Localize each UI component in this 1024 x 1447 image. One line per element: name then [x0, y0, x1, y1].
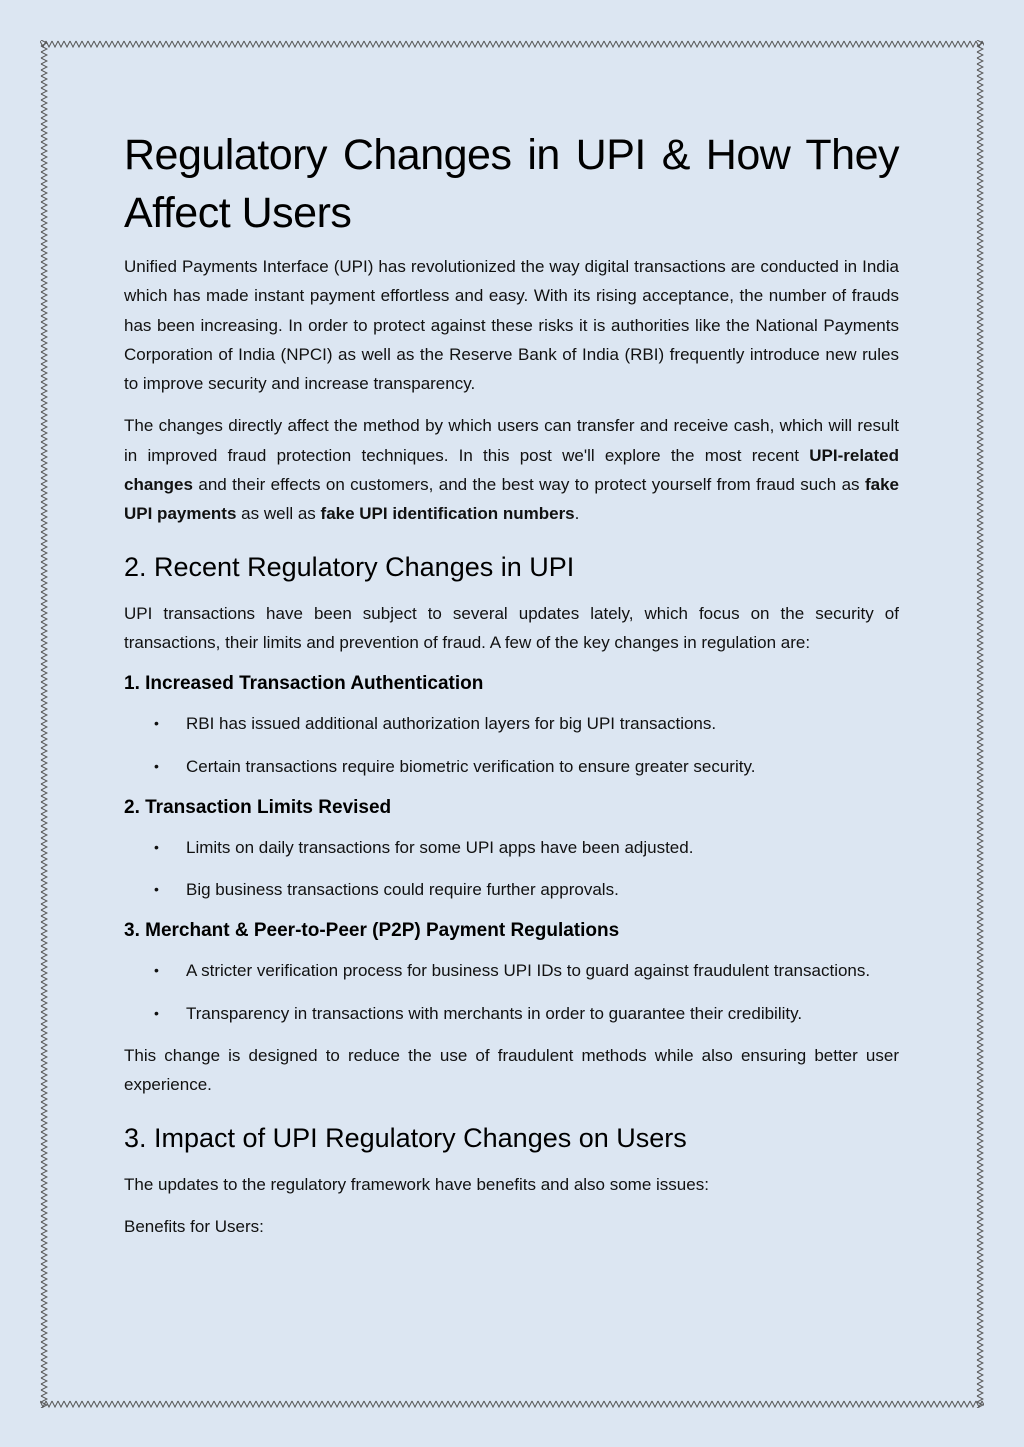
- section-3-heading: 3. Impact of UPI Regulatory Changes on Users: [124, 1122, 687, 1153]
- list-item-text: A stricter verification process for business UPI IDs to guard against fraudulent transactions.: [186, 961, 871, 981]
- bold-upi-related-changes: UPI-related changes: [124, 445, 899, 495]
- page-title: Regulatory Changes in UPI & How They Affect Users: [124, 131, 899, 237]
- bold-fake-upi-ids: fake UPI identification numbers: [320, 504, 575, 524]
- text-run: .: [574, 504, 580, 524]
- bold-fake-upi-payments: fake UPI payments: [124, 475, 899, 524]
- bullet-icon: •: [154, 962, 159, 979]
- subsection-3-heading: 3. Merchant & Peer-to-Peer (P2P) Payment Regulations: [124, 920, 620, 942]
- list-item: [124, 709, 899, 738]
- subsection-1-list: [124, 709, 899, 781]
- benefits-label: Benefits for Users:: [124, 1216, 264, 1236]
- list-item: [124, 999, 899, 1028]
- subsection-3-list: [124, 956, 899, 1028]
- text-run: The changes directly affect the method by which users can transfer and receive cash, which will result in improved fraud protection techniques. In this post we'll explore the most recent: [124, 416, 899, 465]
- text-run: as well as: [236, 504, 321, 524]
- list-item-text: Big business transactions could require further approvals.: [186, 880, 619, 900]
- section-2-heading: 2. Recent Regulatory Changes in UPI: [124, 551, 575, 582]
- subsection-2-list: [124, 833, 899, 905]
- list-item: [124, 875, 899, 904]
- list-item-text: Limits on daily transactions for some UPI apps have been adjusted.: [186, 837, 694, 857]
- list-item: [124, 752, 899, 781]
- text-run: and their effects on customers, and the best way to protect yourself from fraud such as: [192, 475, 865, 495]
- intro-paragraph-2: [124, 411, 899, 528]
- list-item-text: Certain transactions require biometric verification to ensure greater security.: [186, 756, 756, 776]
- bullet-icon: •: [154, 1004, 159, 1021]
- section-2-closing: This change is designed to reduce the use of fraudulent methods while also ensuring better user experience.: [124, 1046, 899, 1095]
- bullet-icon: •: [154, 757, 159, 774]
- list-item: [124, 833, 899, 862]
- subsection-1-heading: 1. Increased Transaction Authentication: [124, 673, 484, 695]
- section-3-intro: The updates to the regulatory framework have benefits and also some issues:: [124, 1174, 709, 1194]
- bullet-icon: •: [154, 715, 159, 732]
- list-item-text: RBI has issued additional authorization layers for big UPI transactions.: [186, 714, 717, 734]
- intro-paragraph-1: Unified Payments Interface (UPI) has revolutionized the way digital transactions are conducted in India which has made instant payment effortless and easy. With its rising acceptance, the number of frauds has been increasing. In order to protect against these risks it is authorities like the National Payments Corporation of India (NPCI) as well as the Reserve Bank of India (RBI) frequently introduce new rules to improve security and increase transparency.: [124, 257, 899, 394]
- subsection-2-heading: 2. Transaction Limits Revised: [124, 796, 392, 818]
- list-item-text: Transparency in transactions with merchants in order to guarantee their credibility.: [186, 1003, 803, 1023]
- document-page: [124, 126, 899, 1254]
- bullet-icon: •: [154, 881, 159, 898]
- list-item: [124, 956, 899, 985]
- section-2-intro: UPI transactions have been subject to several updates lately, which focus on the security of transactions, their limits and prevention of fraud. A few of the key changes in regulation are:: [124, 603, 899, 652]
- bullet-icon: •: [154, 838, 159, 855]
